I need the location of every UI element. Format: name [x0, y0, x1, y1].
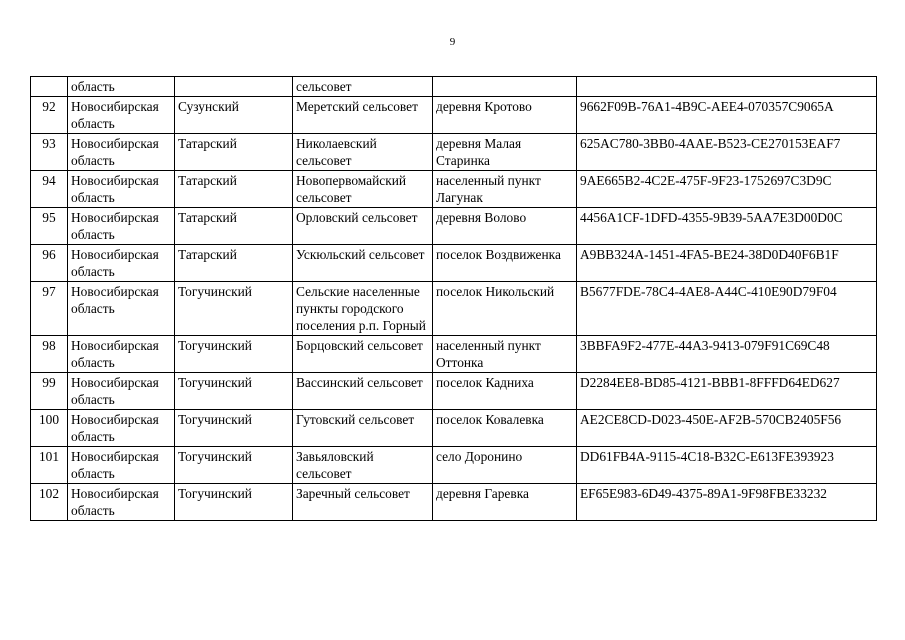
cell-district: Татарский — [175, 208, 293, 245]
cell-guid: 9AE665B2-4C2E-475F-9F23-1752697C3D9C — [577, 171, 877, 208]
table-row — [31, 245, 877, 282]
settlements-table — [30, 76, 877, 521]
cell-locality: поселок Кадниха — [433, 373, 577, 410]
cell-locality: деревня Кротово — [433, 97, 577, 134]
cell-locality: населенный пункт Оттонка — [433, 336, 577, 373]
cell-number: 97 — [31, 282, 68, 336]
cell-guid: AE2CE8CD-D023-450E-AF2B-570CB2405F56 — [577, 410, 877, 447]
cell-region: Новосибирская область — [68, 336, 175, 373]
cell-region: Новосибирская область — [68, 373, 175, 410]
cell-region: Новосибирская область — [68, 245, 175, 282]
cell-district: Тогучинский — [175, 336, 293, 373]
table-row — [31, 336, 877, 373]
cell-number: 100 — [31, 410, 68, 447]
cell-guid: A9BB324A-1451-4FA5-BE24-38D0D40F6B1F — [577, 245, 877, 282]
cell-settlement: Заречный сельсовет — [293, 484, 433, 521]
cell-guid: DD61FB4A-9115-4C18-B32C-E613FE393923 — [577, 447, 877, 484]
cell-locality: населенный пункт Лагунак — [433, 171, 577, 208]
cell-region: Новосибирская область — [68, 134, 175, 171]
cell-settlement: Завьяловский сельсовет — [293, 447, 433, 484]
cell-settlement: Гутовский сельсовет — [293, 410, 433, 447]
cell-number: 99 — [31, 373, 68, 410]
cell-settlement: Сельские населенные пункты городского поселения р.п. Горный — [293, 282, 433, 336]
cell-district: Татарский — [175, 171, 293, 208]
cell-locality: село Доронино — [433, 447, 577, 484]
cell-number: 95 — [31, 208, 68, 245]
cell-settlement: Орловский сельсовет — [293, 208, 433, 245]
cell-region: Новосибирская область — [68, 171, 175, 208]
cell-number: 98 — [31, 336, 68, 373]
cell-guid: 9662F09B-76A1-4B9C-AEE4-070357C9065A — [577, 97, 877, 134]
table-row — [31, 282, 877, 336]
table-row — [31, 134, 877, 171]
cell-settlement: Меретский сельсовет — [293, 97, 433, 134]
cell-region: Новосибирская область — [68, 97, 175, 134]
cell-number: 92 — [31, 97, 68, 134]
cell-settlement: Николаевский сельсовет — [293, 134, 433, 171]
cell-district: Татарский — [175, 245, 293, 282]
cell-number: 94 — [31, 171, 68, 208]
table-row-continuation — [31, 77, 877, 97]
cell-guid: 625AC780-3BB0-4AAE-B523-CE270153EAF7 — [577, 134, 877, 171]
cell-settlement: Вассинский сельсовет — [293, 373, 433, 410]
table-row — [31, 447, 877, 484]
cell-locality: деревня Малая Старинка — [433, 134, 577, 171]
cell-guid — [577, 77, 877, 97]
cell-locality: поселок Воздвиженка — [433, 245, 577, 282]
table-row — [31, 208, 877, 245]
table-body — [31, 77, 877, 521]
cell-number: 101 — [31, 447, 68, 484]
table-row — [31, 171, 877, 208]
cell-number: 102 — [31, 484, 68, 521]
cell-district: Сузунский — [175, 97, 293, 134]
cell-settlement: Новопервомайский сельсовет — [293, 171, 433, 208]
cell-locality — [433, 77, 577, 97]
page-number: 9 — [449, 36, 456, 48]
cell-number: 96 — [31, 245, 68, 282]
cell-region: Новосибирская область — [68, 484, 175, 521]
cell-settlement: Борцовский сельсовет — [293, 336, 433, 373]
cell-guid: B5677FDE-78C4-4AE8-A44C-410E90D79F04 — [577, 282, 877, 336]
table-row — [31, 373, 877, 410]
cell-district: Тогучинский — [175, 373, 293, 410]
table-row — [31, 410, 877, 447]
cell-district: Тогучинский — [175, 447, 293, 484]
cell-region: область — [68, 77, 175, 97]
cell-region: Новосибирская область — [68, 447, 175, 484]
cell-settlement: сельсовет — [293, 77, 433, 97]
cell-number — [31, 77, 68, 97]
cell-guid: EF65E983-6D49-4375-89A1-9F98FBE33232 — [577, 484, 877, 521]
cell-district: Тогучинский — [175, 282, 293, 336]
cell-region: Новосибирская область — [68, 410, 175, 447]
cell-guid: D2284EE8-BD85-4121-BBB1-8FFFD64ED627 — [577, 373, 877, 410]
cell-district: Тогучинский — [175, 484, 293, 521]
cell-district — [175, 77, 293, 97]
cell-district: Тогучинский — [175, 410, 293, 447]
cell-locality: поселок Никольский — [433, 282, 577, 336]
table-row — [31, 97, 877, 134]
cell-district: Татарский — [175, 134, 293, 171]
cell-guid: 4456A1CF-1DFD-4355-9B39-5AA7E3D00D0C — [577, 208, 877, 245]
table-row — [31, 484, 877, 521]
cell-locality: деревня Волово — [433, 208, 577, 245]
cell-region: Новосибирская область — [68, 282, 175, 336]
cell-settlement: Ускюльский сельсовет — [293, 245, 433, 282]
cell-region: Новосибирская область — [68, 208, 175, 245]
cell-locality: поселок Ковалевка — [433, 410, 577, 447]
cell-number: 93 — [31, 134, 68, 171]
cell-guid: 3BBFA9F2-477E-44A3-9413-079F91C69C48 — [577, 336, 877, 373]
cell-locality: деревня Гаревка — [433, 484, 577, 521]
